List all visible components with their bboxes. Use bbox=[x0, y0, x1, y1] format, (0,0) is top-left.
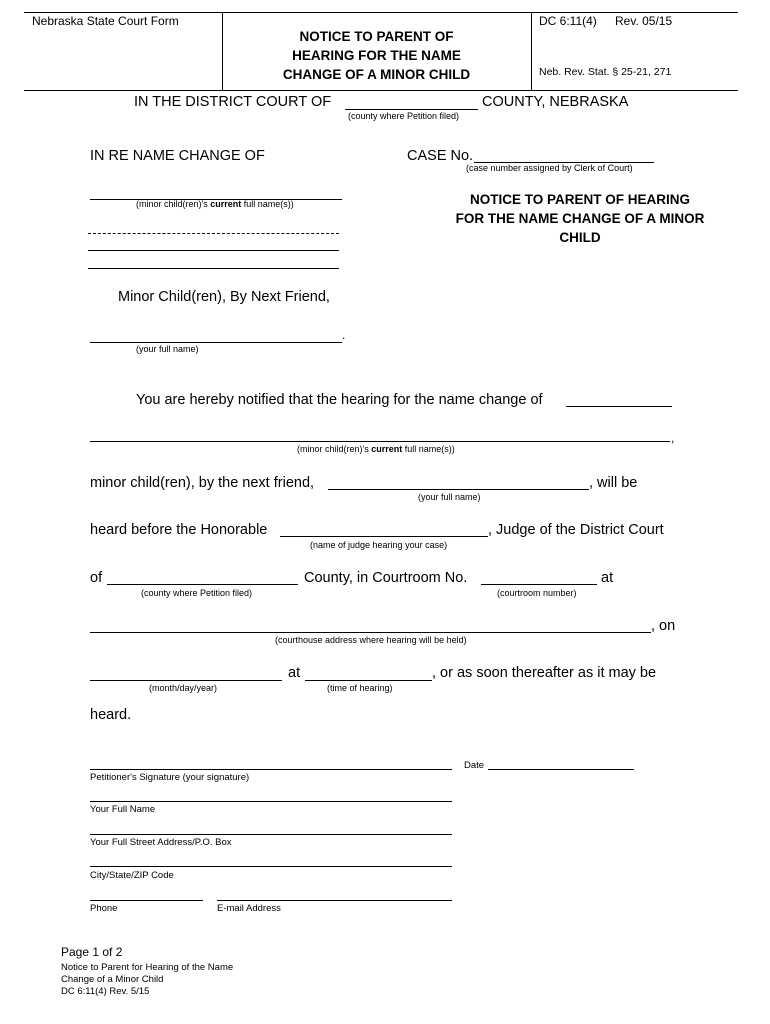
header-bottom-rule bbox=[24, 90, 738, 91]
hint-text: (minor child(ren)'s bbox=[136, 199, 211, 209]
phone-label: Phone bbox=[90, 903, 118, 914]
date-hint: (month/day/year) bbox=[149, 683, 218, 693]
address-hint: (courthouse address where hearing will be held) bbox=[275, 635, 467, 645]
at-text: at bbox=[601, 570, 614, 586]
courtroom-field[interactable] bbox=[481, 584, 597, 585]
child-name-field-3[interactable] bbox=[88, 250, 339, 251]
email-field[interactable] bbox=[217, 900, 452, 901]
footer-line: Notice to Parent for Hearing of the Name bbox=[61, 962, 234, 973]
caption-title bbox=[430, 190, 730, 247]
court-suffix: COUNTY, NEBRASKA bbox=[482, 94, 629, 110]
your-name-hint: (your full name) bbox=[418, 492, 481, 502]
hint-bold: current bbox=[210, 199, 242, 209]
intro-child-field[interactable] bbox=[566, 406, 672, 407]
date-at-text: at bbox=[288, 665, 301, 681]
header-top-rule bbox=[24, 12, 738, 13]
signature-date-field[interactable] bbox=[488, 769, 634, 770]
footer-line: Change of a Minor Child bbox=[61, 974, 164, 985]
judge-name-field[interactable] bbox=[280, 536, 488, 537]
child-name-field-4[interactable] bbox=[88, 268, 339, 269]
street-address-label: Your Full Street Address/P.O. Box bbox=[90, 837, 232, 848]
full-name-label: Your Full Name bbox=[90, 804, 156, 815]
form-title-line: HEARING FOR THE NAME bbox=[292, 48, 461, 63]
heard-text: heard. bbox=[90, 707, 132, 723]
in-re-label: IN RE NAME CHANGE OF bbox=[90, 148, 265, 164]
soon-after-text: , or as soon thereafter as it may be bbox=[432, 665, 657, 681]
hint-text: (minor child(ren)'s bbox=[297, 444, 372, 454]
caption-title-line: NOTICE TO PARENT OF HEARING bbox=[469, 192, 690, 207]
footer-line: DC 6:11(4) Rev. 5/15 bbox=[61, 986, 150, 997]
street-address-field[interactable] bbox=[90, 834, 452, 835]
body-county-field[interactable] bbox=[107, 584, 298, 585]
body-child-hint bbox=[297, 444, 455, 454]
judge-suffix-text: , Judge of the District Court bbox=[488, 522, 664, 538]
will-be-text: , will be bbox=[589, 475, 638, 491]
petitioner-signature-label: Petitioner's Signature (your signature) bbox=[90, 772, 250, 783]
next-friend-label: Minor Child(ren), By Next Friend, bbox=[118, 289, 330, 305]
hearing-date-field[interactable] bbox=[90, 680, 282, 681]
case-number-label: CASE No. bbox=[407, 148, 474, 164]
header-divider-right bbox=[531, 12, 532, 90]
form-revision: Rev. 05/15 bbox=[615, 14, 673, 28]
city-state-zip-field[interactable] bbox=[90, 866, 452, 867]
on-text: , on bbox=[651, 618, 676, 634]
city-state-zip-label: City/State/ZIP Code bbox=[90, 870, 174, 881]
caption-title-line: FOR THE NAME CHANGE OF A MINOR bbox=[455, 211, 705, 226]
page-number: Page 1 of 2 bbox=[61, 945, 123, 959]
child-name-hint bbox=[136, 199, 294, 209]
hint-bold: current bbox=[371, 444, 403, 454]
county-hint: (county where Petition filed) bbox=[348, 111, 460, 121]
judge-hint: (name of judge hearing your case) bbox=[310, 540, 448, 550]
petitioner-signature-field[interactable] bbox=[90, 769, 452, 770]
time-hint: (time of hearing) bbox=[327, 683, 393, 693]
intro-text: You are hereby notified that the hearing for the name change of bbox=[136, 392, 543, 408]
form-title-line: NOTICE TO PARENT OF bbox=[299, 29, 454, 44]
footer-form-info bbox=[61, 962, 233, 998]
form-title-line: CHANGE OF A MINOR CHILD bbox=[282, 67, 471, 82]
caption-title-line: CHILD bbox=[559, 230, 601, 245]
body-child-name-field[interactable] bbox=[90, 441, 670, 442]
phone-field[interactable] bbox=[90, 900, 203, 901]
by-next-friend-text: minor child(ren), by the next friend, bbox=[90, 475, 315, 491]
full-name-field[interactable] bbox=[90, 801, 452, 802]
hearing-time-field[interactable] bbox=[305, 680, 432, 681]
hint-text: full name(s)) bbox=[402, 444, 455, 454]
next-friend-name-field[interactable] bbox=[90, 342, 342, 343]
period: . bbox=[342, 328, 346, 342]
heard-before-text: heard before the Honorable bbox=[90, 522, 268, 538]
form-title bbox=[222, 27, 531, 84]
body-your-name-field[interactable] bbox=[328, 489, 589, 490]
case-number-hint: (case number assigned by Clerk of Court) bbox=[466, 163, 633, 173]
statute-reference: Neb. Rev. Stat. § 25-21, 271 bbox=[539, 66, 672, 78]
courtroom-hint: (courtroom number) bbox=[497, 588, 577, 598]
of-text: of bbox=[90, 570, 103, 586]
court-prefix: IN THE DISTRICT COURT OF bbox=[134, 94, 332, 110]
hint-text: full name(s)) bbox=[241, 199, 294, 209]
child-name-field-2[interactable] bbox=[88, 233, 339, 234]
form-number: DC 6:11(4) bbox=[539, 14, 597, 28]
county-courtroom-text: County, in Courtroom No. bbox=[304, 570, 468, 586]
date-label: Date bbox=[464, 760, 485, 771]
courthouse-address-field[interactable] bbox=[90, 632, 651, 633]
county-field[interactable] bbox=[345, 109, 478, 110]
form-label: Nebraska State Court Form bbox=[32, 14, 179, 28]
next-friend-hint: (your full name) bbox=[136, 344, 199, 354]
comma: , bbox=[671, 431, 675, 445]
email-label: E-mail Address bbox=[217, 903, 281, 914]
body-county-hint: (county where Petition filed) bbox=[141, 588, 253, 598]
